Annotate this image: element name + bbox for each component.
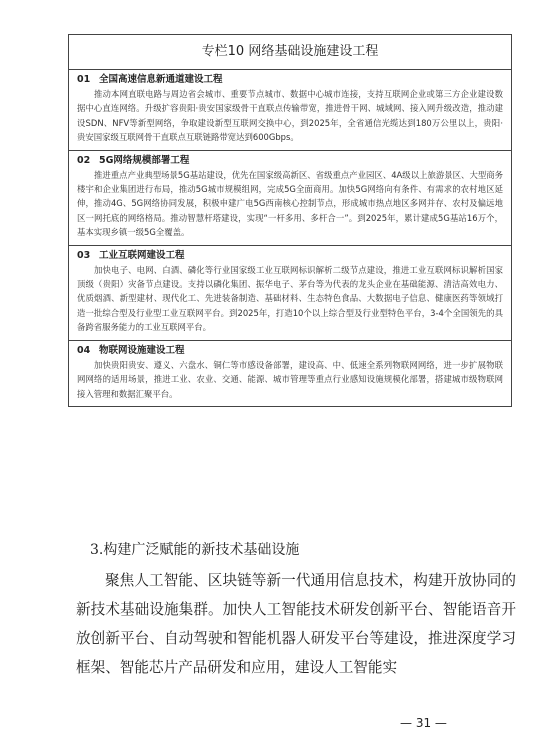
section-heading [77, 73, 503, 87]
section-title: 工业互联网建设工程 [99, 249, 185, 261]
section-title: 物联网设施建设工程 [99, 344, 185, 356]
section-title: 5G网络规模部署工程 [99, 154, 190, 166]
section-heading [77, 154, 503, 168]
section-heading [77, 249, 503, 263]
section-body: 推动本网直联电路与周边省会城市、重要节点城市、数据中心城市连接，支持互联网企业或第三方企业建设数据中心直连网络。升级扩容贵阳·贵安国家级骨干直联点传输带宽，推进骨干网、城域网、接入网升级改造，推动建设SDN、NFV等新型网络，争取建设新型互联网交换中心，到2025年，全省通信光缆达到180万公里以上，贵阳·贵安国家级互联网骨干直联点互联链路带宽达到600Gbps。 [77, 89, 503, 143]
box-section-01 [69, 70, 511, 151]
section-body: 加快贵阳贵安、遵义、六盘水、铜仁等市感设备部署，建设高、中、低速全系列物联网网络，进一步扩展物联网网络的适用场景，推进工业、农业、交通、能源、城市管理等重点行业感知设施规模化部署，搭建城市级物联网接入管理和数据汇聚平台。 [77, 359, 503, 399]
section-body: 推进重点产业典型场景5G基站建设，优先在国家级高新区、省级重点产业园区、4A级以上旅游景区、大型商务楼宇和企业集团进行布局，推动5G城市规模组网，完成5G全面商用。加快5G网络向有条件、有需求的农村地区延伸，推动4G、5G网络协同发展，积极申建广电5G西南核心控制节点，形成城市热点地区多网并存、农村及偏远地区一网托底的网络格局。推动智慧杆塔建设，实现“一杆多用、多杆合一”。到2025年，累计建成5G基站16万个，基本实现乡镇一级5G全覆盖。 [77, 169, 503, 238]
feature-box [68, 34, 512, 407]
section-number: 02 [77, 154, 91, 166]
section-body: 加快电子、电网、白酒、磷化等行业国家级工业互联网标识解析二级节点建设，推进工业互联网标识解析国家顶级（贵阳）灾备节点建设。支持以磷化集团、振华电子、茅台等为代表的龙头企业在基础能源、清洁高效电力、优质烟酒、新型建材、现代化工、先进装备制造、基础材料、生态特色食品、大数据电子信息、健康医药等领域打造一批综合型及行业型工业互联网平台。到2025年，打造10个以上综合型及行业型特色平台，3-4个全国领先的具备跨省服务能力的工业互联网平台。 [77, 264, 503, 333]
box-section-02 [69, 151, 511, 246]
section-number: 03 [77, 249, 91, 261]
section-number: 01 [77, 74, 91, 85]
body-paragraph: 聚焦人工智能、区块链等新一代通用信息技术，构建开放协同的新技术基础设施集群。加快人工智能技术研发创新平台、智能语音开放创新平台、自动驾驶和智能机器人研发平台等建设，推进深度学习框架、智能芯片产品研发和应用，建设人工智能实 [76, 572, 516, 676]
box-section-03 [69, 246, 511, 341]
box-title: 专栏10 网络基础设施建设工程 [69, 35, 511, 70]
page-number: — 31 — [400, 716, 447, 730]
section-title: 全国高速信息新通道建设工程 [99, 74, 223, 85]
box-section-04 [69, 341, 511, 406]
section-number: 04 [77, 344, 91, 356]
subsection-heading: 3.构建广泛赋能的新技术基础设施 [90, 542, 300, 558]
section-heading [77, 344, 503, 358]
